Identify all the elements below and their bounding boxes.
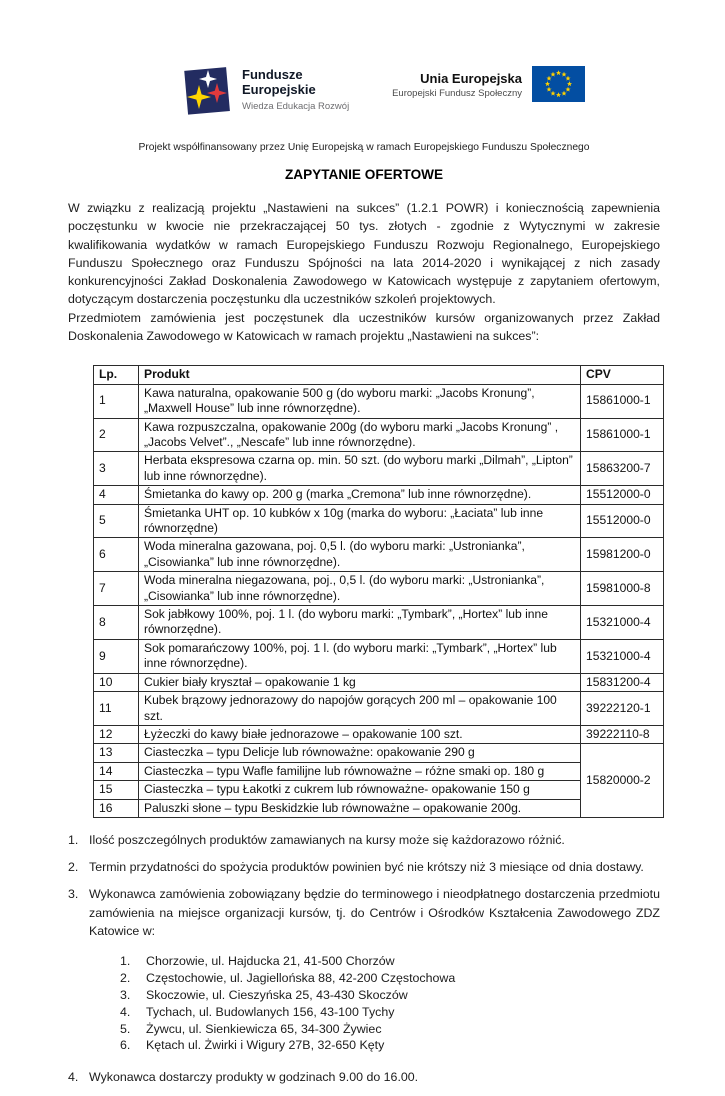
table-cell-lp: 13 xyxy=(94,744,139,762)
table-cell-lp: 10 xyxy=(94,673,139,691)
table-header-lp: Lp. xyxy=(94,366,139,384)
intro-paragraph-2: Przedmiotem zamówienia jest poczęstunek dla uczestników kursów organizowanych przez Zakład Doskonalenia Zawodowego w Katowicach w ramach projektu „Nastawieni na sukces”: xyxy=(68,310,660,344)
location-text: Częstochowie, ul. Jagiellońska 88, 42-200 Częstochowa xyxy=(146,970,456,985)
location-text: Chorzowie, ul. Hajducka 21, 41-500 Chorzów xyxy=(146,953,395,968)
location-text: Tychach, ul. Budowlanych 156, 43-100 Tychy xyxy=(146,1004,395,1019)
table-cell-cpv: 39222120-1 xyxy=(581,692,664,726)
table-header-product: Produkt xyxy=(139,366,581,384)
table-cell-product: Woda mineralna niegazowana, poj., 0,5 l. (do wyboru marki: „Ustronianka”, „Cisowianka” lub inne równorzędne). xyxy=(139,572,581,606)
table-row xyxy=(94,725,664,743)
location-number: 6. xyxy=(120,1038,131,1053)
table-cell-cpv: 15321000-4 xyxy=(581,639,664,673)
table-header-row xyxy=(94,366,664,384)
ue-logo-subtitle: Europejski Fundusz Społeczny xyxy=(392,88,522,99)
table-cell-lp: 5 xyxy=(94,504,139,538)
table-cell-cpv: 15981000-8 xyxy=(581,572,664,606)
conditions-list xyxy=(68,831,660,1087)
condition-item-1 xyxy=(68,831,660,849)
table-row xyxy=(94,504,664,538)
condition-text: Ilość poszczególnych produktów zamawianych na kursy może się każdorazowo różnić. xyxy=(89,832,565,847)
locations-list xyxy=(120,953,660,1054)
condition-item-2 xyxy=(68,858,660,876)
fe-flag-icon xyxy=(179,62,233,118)
location-item-6 xyxy=(120,1037,660,1054)
table-cell-cpv: 15861000-1 xyxy=(581,384,664,418)
location-text: Żywcu, ul. Sienkiewicza 65, 34-300 Żywiec xyxy=(146,1021,382,1036)
ue-logo-line1: Unia Europejska xyxy=(420,71,522,86)
table-cell-cpv-merged: 15820000-2 xyxy=(581,744,664,818)
table-row xyxy=(94,418,664,452)
table-cell-lp: 4 xyxy=(94,486,139,504)
table-cell-cpv: 15321000-4 xyxy=(581,606,664,640)
table-cell-lp: 7 xyxy=(94,572,139,606)
condition-text: Termin przydatności do spożycia produktów powinien być nie krótszy niż 3 miesiące od dnia dostawy. xyxy=(89,860,644,875)
table-cell-lp: 6 xyxy=(94,538,139,572)
table-cell-product: Kawa naturalna, opakowanie 500 g (do wyboru marki: „Jacobs Kronung”, „Maxwell House” lub inne równorzędne). xyxy=(139,384,581,418)
location-number: 4. xyxy=(120,1004,131,1019)
table-cell-product: Ciasteczka – typu Łakotki z cukrem lub równoważne- opakowanie 150 g xyxy=(139,781,581,799)
table-row xyxy=(94,572,664,606)
table-cell-product: Kubek brązowy jednorazowy do napojów gorących 200 ml – opakowanie 100 szt. xyxy=(139,692,581,726)
table-cell-product: Ciasteczka – typu Wafle familijne lub równoważne – różne smaki op. 180 g xyxy=(139,762,581,780)
table-row xyxy=(94,639,664,673)
location-number: 2. xyxy=(120,970,131,985)
table-cell-product: Cukier biały kryształ – opakowanie 1 kg xyxy=(139,673,581,691)
table-cell-product: Paluszki słone – typu Beskidzkie lub równoważne – opakowanie 200g. xyxy=(139,799,581,817)
location-text: Kętach ul. Żwirki i Wigury 27B, 32-650 Kęty xyxy=(146,1038,385,1053)
condition-text: Wykonawca zamówienia zobowiązany będzie do terminowego i nieodpłatnego dostarczenia przedmiotu zamówienia na miejsce organizacji kursów, tj. do Centrów i Ośrodków Kształcenia Zawodowego ZDZ Katowice w: xyxy=(89,887,660,938)
table-cell-product: Sok jabłkowy 100%, poj. 1 l. (do wyboru marki: „Tymbark”, „Hortex” lub inne równorzędne). xyxy=(139,606,581,640)
condition-item-3 xyxy=(68,885,660,940)
table-row xyxy=(94,452,664,486)
table-row xyxy=(94,673,664,691)
document-body xyxy=(68,142,660,1096)
eu-flag-icon xyxy=(532,66,585,102)
condition-number: 1. xyxy=(68,832,79,847)
table-cell-lp: 12 xyxy=(94,725,139,743)
location-item-2 xyxy=(120,970,660,987)
table-cell-cpv: 39222110-8 xyxy=(581,725,664,743)
condition-item-4 xyxy=(68,1068,660,1086)
table-header-cpv: CPV xyxy=(581,366,664,384)
location-item-1 xyxy=(120,953,660,970)
table-cell-lp: 15 xyxy=(94,781,139,799)
cofinancing-note: Projekt współfinansowany przez Unię Europejską w ramach Europejskiego Funduszu Społecznego xyxy=(138,142,590,153)
unia-europejska-logo xyxy=(388,66,585,102)
location-number: 5. xyxy=(120,1021,131,1036)
intro-paragraph-1: W związku z realizacją projektu „Nastawieni na sukces” (1.2.1 POWR) i koniecznością zapewnienia poczęstunku w kwocie nie przekraczającej 50 tys. złotych - zgodnie z Wytycznymi w zakresie kwalifikowania wydatków w ramach Europejskiego Funduszu Rozwoju Regionalnego, Europejskiego Funduszu Społecznego oraz Funduszu Spójności na lata 2014-2020 i wynikającej z nich zasady konkurencyjności Zakład Doskonalenia Zawodowego w Katowicach występuje z zapytaniem ofertowym, dotyczącym dostarczenia poczęstunku dla uczestników szkoleń projektowych. xyxy=(68,201,660,307)
fe-logo-line2: Europejskie xyxy=(242,82,316,97)
location-number: 1. xyxy=(120,953,131,968)
fundusze-europejskie-logo xyxy=(179,62,349,118)
table-cell-lp: 3 xyxy=(94,452,139,486)
table-row xyxy=(94,799,664,817)
table-row xyxy=(94,384,664,418)
location-item-4 xyxy=(120,1004,660,1021)
table-row xyxy=(94,692,664,726)
table-row xyxy=(94,744,664,762)
table-cell-product: Ciasteczka – typu Delicje lub równoważne: opakowanie 290 g xyxy=(139,744,581,762)
table-cell-product: Sok pomarańczowy 100%, poj. 1 l. (do wyboru marki: „Tymbark”, „Hortex” lub inne równorzędne). xyxy=(139,639,581,673)
table-cell-cpv: 15981200-0 xyxy=(581,538,664,572)
table-row xyxy=(94,606,664,640)
condition-number: 3. xyxy=(68,887,79,902)
table-cell-cpv: 15861000-1 xyxy=(581,418,664,452)
table-cell-product: Woda mineralna gazowana, poj. 0,5 l. (do wyboru marki: „Ustronianka”, „Cisowianka” lub inne równorzędne). xyxy=(139,538,581,572)
location-item-3 xyxy=(120,987,660,1004)
fe-logo-subtitle: Wiedza Edukacja Rozwój xyxy=(242,101,350,112)
table-row xyxy=(94,538,664,572)
table-cell-product: Łyżeczki do kawy białe jednorazowe – opakowanie 100 szt. xyxy=(139,725,581,743)
condition-number: 4. xyxy=(68,1070,79,1085)
table-row xyxy=(94,486,664,504)
table-cell-lp: 1 xyxy=(94,384,139,418)
fe-logo-text xyxy=(242,62,349,118)
table-cell-cpv: 15512000-0 xyxy=(581,486,664,504)
table-row xyxy=(94,762,664,780)
condition-number: 2. xyxy=(68,860,79,875)
table-cell-product: Śmietanka do kawy op. 200 g (marka „Cremona” lub inne równorzędne). xyxy=(139,486,581,504)
table-cell-lp: 11 xyxy=(94,692,139,726)
table-cell-lp: 14 xyxy=(94,762,139,780)
table-cell-lp: 8 xyxy=(94,606,139,640)
table-cell-product: Kawa rozpuszczalna, opakowanie 200g (do wyboru marki „Jacobs Kronung” , „Jacobs Velvet”., „Nescafe” lub inne równorzędne). xyxy=(139,418,581,452)
products-table xyxy=(93,365,664,818)
table-cell-cpv: 15831200-4 xyxy=(581,673,664,691)
fe-logo-line1: Fundusze xyxy=(242,67,303,82)
table-row xyxy=(94,781,664,799)
location-item-5 xyxy=(120,1021,660,1038)
table-cell-cpv: 15863200-7 xyxy=(581,452,664,486)
table-cell-lp: 16 xyxy=(94,799,139,817)
table-cell-product: Śmietanka UHT op. 10 kubków x 10g (marka do wyboru: „Łaciata” lub inne równorzędne) xyxy=(139,504,581,538)
table-cell-lp: 2 xyxy=(94,418,139,452)
condition-text: Wykonawca dostarczy produkty w godzinach 9.00 do 16.00. xyxy=(89,1070,419,1085)
table-cell-lp: 9 xyxy=(94,639,139,673)
table-cell-product: Herbata ekspresowa czarna op. min. 50 szt. (do wyboru marki „Dilmah”, „Lipton” lub inne równorzędne). xyxy=(139,452,581,486)
location-text: Skoczowie, ul. Cieszyńska 25, 43-430 Skoczów xyxy=(146,987,408,1002)
ue-logo-text xyxy=(388,66,522,99)
location-number: 3. xyxy=(120,987,131,1002)
table-cell-cpv: 15512000-0 xyxy=(581,504,664,538)
page-title: ZAPYTANIE OFERTOWE xyxy=(284,167,444,182)
